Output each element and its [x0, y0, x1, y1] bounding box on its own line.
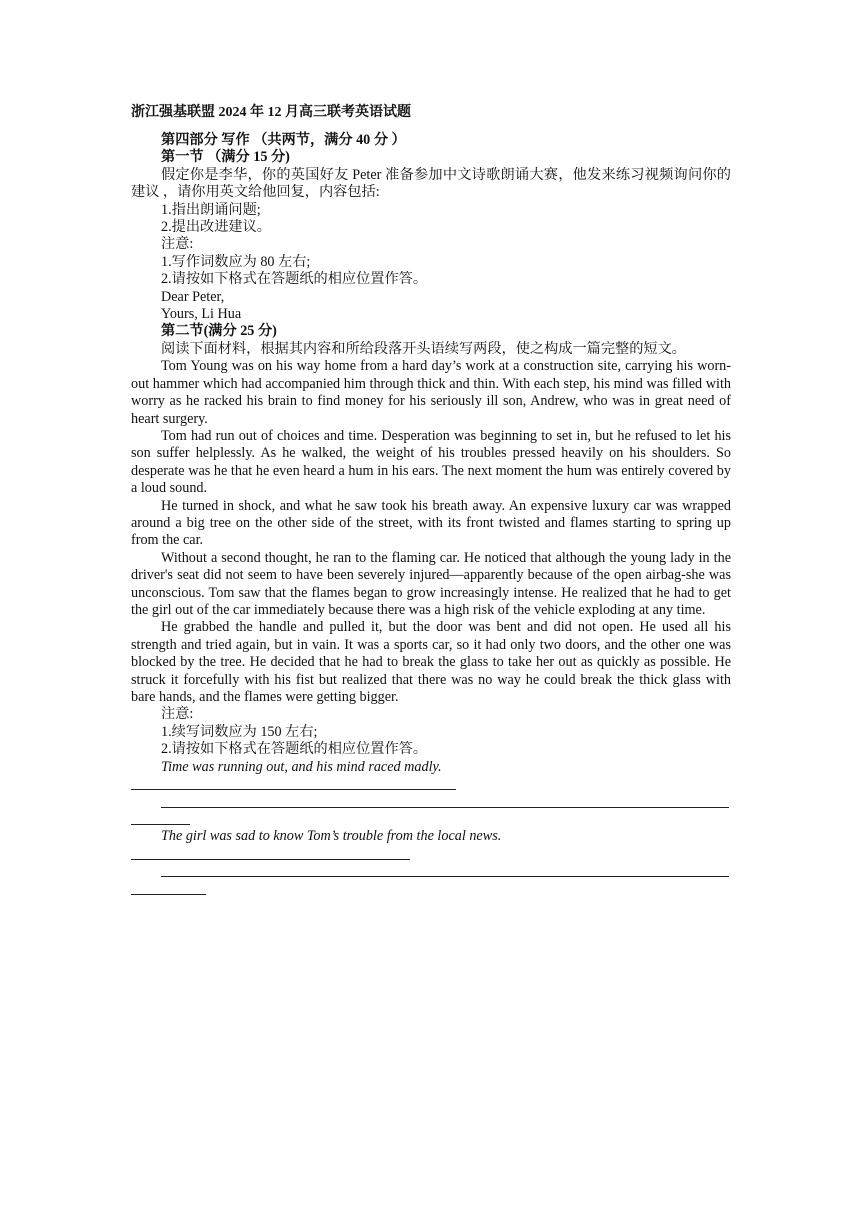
- letter-signoff: Yours, Li Hua: [161, 306, 242, 323]
- section1-note-label: 注意:: [161, 236, 194, 253]
- letter-salutation: Dear Peter,: [161, 288, 225, 305]
- answer-line[interactable]: [131, 846, 731, 863]
- section1-note-1: 1.写作词数应为 80 左右;: [161, 253, 311, 270]
- paragraph-opener-1: Time was running out, and his mind raced madly.: [161, 758, 442, 775]
- story-paragraph-3: He turned in shock, and what he saw took his breath away. An expensive luxury car was wrapped around a big tree on the other side of the street, with its front twisted and flames starting to spring up from the car.: [131, 497, 731, 549]
- story-paragraph-1: Tom Young was on his way home from a hard day’s work at a construction site, carrying his worn-out hammer which had accompanied him through thick and thin. With each step, his mind was filled with worry as he racked his brain to find money for his seriously ill son, Andrew, who was in great need of heart surgery.: [131, 358, 731, 427]
- section2-note-1: 1.续写词数应为 150 左右;: [161, 723, 318, 740]
- answer-line[interactable]: [131, 776, 731, 793]
- story-paragraph-2: Tom had run out of choices and time. Desperation was beginning to set in, but he refused to let his son suffer helplessly. As he walked, the weight of his troubles pressed heavily on his shoulders. So desperate was he that he even heard a hum in his ears. The next moment the hum was entirely covered by a loud sound.: [131, 427, 731, 497]
- section1-prompt: 假定你是李华，你的英国好友 Peter 准备参加中文诗歌朗诵大赛，他发来练习视频询问你的建议 ，请你用英文给他回复，内容包括:: [131, 166, 731, 201]
- part4-heading: 第四部分 写作 （共两节，满分 40 分 ）: [161, 132, 406, 148]
- section1-item-1: 1.指出朗诵问题;: [161, 201, 261, 218]
- answer-line[interactable]: [131, 793, 731, 810]
- document-title: 浙江强基联盟 2024 年 12 月高三联考英语试题: [131, 105, 411, 120]
- answer-line[interactable]: [131, 863, 731, 880]
- answer-line[interactable]: [131, 811, 731, 828]
- section2-instruction: 阅读下面材料，根据其内容和所给段落开头语续写两段，使之构成一篇完整的短文。: [161, 340, 686, 357]
- answer-line[interactable]: [131, 880, 731, 897]
- section2-heading: 第二节(满分 25 分): [161, 323, 277, 340]
- story-paragraph-4: Without a second thought, he ran to the flaming car. He noticed that although the young lady in the driver's seat did not seem to have been severely injured—apparently because of the open airbag-she was unconscious. Tom saw that the flames began to grow increasingly intense. He realized that he had to get the girl out of the car immediately because there was a high risk of the vehicle exploding at any time.: [131, 549, 731, 618]
- story-paragraph-5: He grabbed the handle and pulled it, but the door was bent and did not open. He used all his strength and tried again, but in vain. It was a sports car, so it had only two doors, and the other one was blocked by the tree. He decided that he had to break the glass to take her out as quickly as possible. He struck it forcefully with his fist but realized that there was no way he could break the thick glass with bare hands, and the flames were getting bigger.: [131, 619, 731, 705]
- section2-note-label: 注意:: [161, 706, 194, 723]
- exam-page: [131, 104, 731, 898]
- section2-note-2: 2.请按如下格式在答题纸的相应位置作答。: [161, 741, 428, 758]
- section1-note-2: 2.请按如下格式在答题纸的相应位置作答。: [161, 271, 428, 288]
- section1-item-2: 2.提出改进建议。: [161, 219, 271, 236]
- paragraph-opener-2: The girl was sad to know Tom’s trouble from the local news.: [161, 828, 502, 845]
- section1-heading: 第一节 （满分 15 分): [161, 149, 290, 166]
